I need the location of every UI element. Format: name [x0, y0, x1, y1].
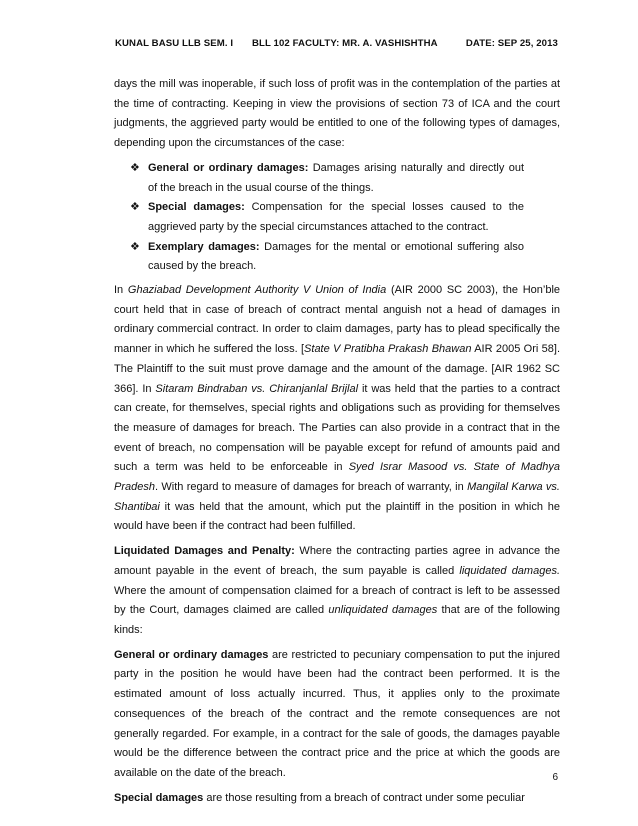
list-text: Compensation for the special losses caused to the aggrieved party by the special circumstances attached to the contract.	[148, 201, 524, 233]
list-term: Special damages:	[148, 201, 245, 214]
header-date: DATE: SEP 25, 2013	[465, 38, 558, 49]
paragraph-case-law	[114, 281, 560, 537]
paragraph: days the mill was inoperable, if such loss of profit was in the contemplation of the parties at the time of contracting. Keeping in view the provisions of section 73 of ICA and the court judgments, the aggrieved party would be entitled to one of the following types of damages, depending upon the circumstances of the case:	[114, 78, 560, 150]
list-term: Exemplary damages:	[148, 240, 260, 253]
text-run: Where the amount of compensation claimed for a breach of contract is left to be assessed by the Court, damages claimed are called	[114, 584, 560, 617]
paragraph-general-damages	[114, 646, 560, 784]
diamond-bullet-icon: ❖	[130, 240, 140, 253]
list-item	[130, 159, 524, 198]
paragraph-special-damages	[114, 789, 560, 809]
italic-term: unliquidated damages	[328, 604, 438, 617]
case-name: Syed Israr Masood vs. State of Madhya Pradesh	[114, 461, 560, 494]
section-term: Liquidated Damages and Penalty:	[114, 545, 295, 558]
list-text: Damages arising naturally and directly out of the breach in the usual course of the things.	[148, 161, 524, 194]
case-name: Sitaram Bindraban vs. Chiranjanlal Brijlal	[155, 382, 359, 395]
case-name: Ghaziabad Development Authority V Union of India	[127, 284, 387, 297]
text-run: it was held that the amount, which put the plaintiff in the position in which he would have been if the contract had been fulfilled.	[114, 500, 560, 533]
list-text: Damages for the mental or emotional suffering also caused by the breach.	[148, 240, 524, 273]
header-course: BLL 102 FACULTY: MR. A. VASHISHTHA	[252, 38, 438, 49]
text-run: (AIR 2000 SC 2003), the Hon’ble court held that in case of breach of contract mental anguish not a head of damages in ordinary commercial contract. In order to claim damages, party has to plead specifically the manner in which he suffered the loss. [	[114, 284, 561, 356]
diamond-bullet-icon: ❖	[130, 201, 140, 214]
italic-term: liquidated damages.	[459, 564, 560, 577]
section-term: General or ordinary damages	[114, 648, 269, 661]
case-name: State V Pratibha Prakash Bhawan	[304, 343, 472, 356]
text-run: AIR 2005 Ori 58]. The Plaintiff to the suit must prove damage and the amount of the damage. [AIR 1962 SC 366]. In	[114, 343, 561, 395]
text-run: are those resulting from a breach of contract under some peculiar	[203, 791, 525, 804]
text-run: . With regard to measure of damages for breach of warranty, in	[154, 481, 468, 494]
header-student: KUNAL BASU LLB SEM. I	[115, 38, 234, 49]
text-run: it was held that the parties to a contract can create, for themselves, special rights and obligations such as providing for themselves the measure of damages for breach. The Parties can also provide in a contract that in the event of breach, no compensation will be payable except for refund of amounts paid and such a term was held to be enforceable in	[114, 382, 560, 474]
section-term: Special damages	[114, 791, 204, 804]
list-item	[130, 198, 524, 237]
text-run: that are of the following kinds:	[114, 604, 561, 636]
text-run: are restricted to pecuniary compensation to put the injured party in the position he would have been had the contract been performed. It is the estimated amount of loss actually incurred. Thus, it applies only to the proximate consequences of the breach of the contract and the remote consequences are not generally regarded. For example, in a contract for the sale of goods, the damages payable would be the difference between the contract price and the price at which the goods are available on the date of the breach.	[114, 648, 560, 779]
case-name: Mangilal Karwa vs. Shantibai	[114, 481, 560, 513]
list-term: General or ordinary damages:	[148, 161, 309, 174]
page-number: 6	[552, 772, 558, 783]
document-body	[114, 75, 560, 813]
text-run: In	[114, 284, 128, 297]
paragraph-liquidated-damages	[114, 542, 560, 641]
damages-list	[114, 159, 524, 277]
text-run: Where the contracting parties agree in advance the amount payable in the event of breach, the sum payable is called	[114, 545, 560, 577]
diamond-bullet-icon: ❖	[130, 161, 140, 174]
list-item	[130, 238, 524, 277]
